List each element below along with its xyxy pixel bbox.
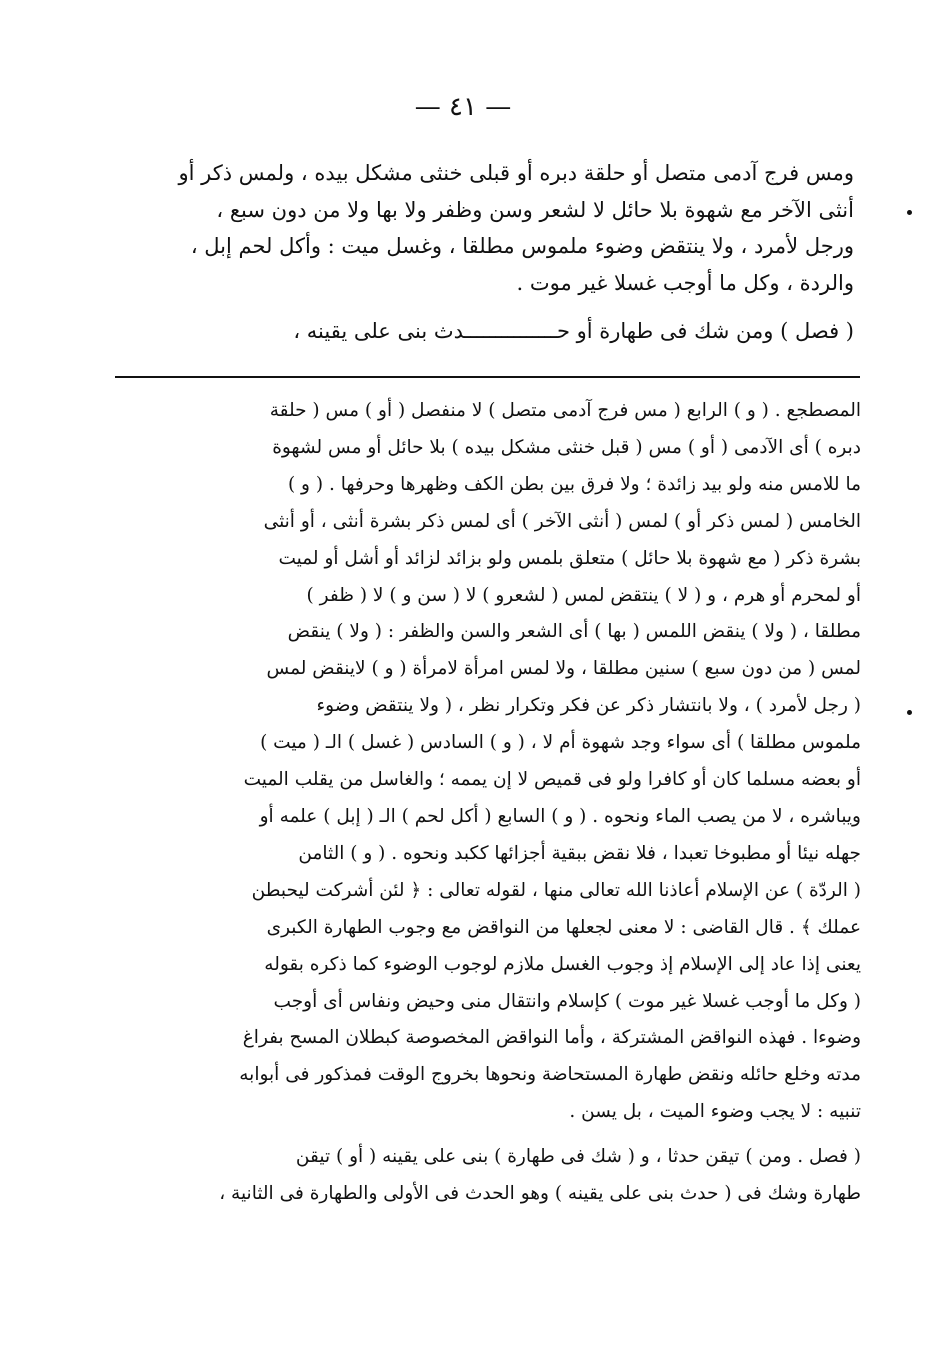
- commentary-line: لمس ( من دون سبع ) سنين مطلقا ، ولا لمس امرأة لامرأة ( و ) لاينقض لمس: [266, 658, 861, 680]
- page-number: — ٤١ —: [414, 92, 512, 122]
- commentary-line: ملموس مطلقا ) أى سواء وجد شهوة أم لا ، ( و ) السادس ( غسل ) الـ ( ميت ): [260, 732, 861, 754]
- commentary-line: المصطجع . ( و ) الرابع ( مس فرج آدمى متصل ) لا منفصل ( أو ) مس ( حلقة: [269, 400, 861, 421]
- commentary-line: مطلقا ، ( ولا ) ينقض اللمس ( بها ) أى الشعر والسن والظفر : ( ولا ) ينقض: [287, 621, 861, 643]
- commentary-section-line: طهارة وشك فى ( حدث بنى على يقينه ) وهو الحدث فى الأولى والطهارة فى الثانية ،: [219, 1183, 861, 1205]
- commentary-line: دبره ) أى الآدمى ( أو ) مس ( قبل خنثى مشكل بيده ) بلا حائل أو مس لشهوة: [272, 436, 861, 458]
- main-text: [118, 155, 854, 350]
- commentary-text: [128, 393, 861, 1213]
- commentary-section-line: ( فصل . ومن ) تيقن حدثا ، و ( شك فى طهارة ) بنى على يقينه ( أو ) تيقن: [295, 1146, 861, 1168]
- commentary-line: ( الردّة ) عن الإسلام أعاذنا الله تعالى منها ، لقوله تعالى : ﴿ لئن أشركت ليحبطن: [251, 879, 861, 901]
- section-divider: [115, 376, 860, 378]
- main-text-section-line: ( فصل ) ومن شك فى طهارة أو حـــــــــــــــدث بنى على يقينه ،: [293, 319, 854, 343]
- commentary-line: يعنى إذا عاد إلى الإسلام إذ وجوب الغسل ملازم لوجوب الوضوء كما ذكره بقوله: [264, 953, 861, 975]
- commentary-line: مدته وخلع حائله ونقض طهارة المستحاضة ونحوها بخروج الوقت فمذكور فى أبوابه: [239, 1064, 861, 1086]
- commentary-line: ويباشره ، لا من يصب الماء ونحوه . ( و ) السابع ( أكل لحم ) الـ ( إبل ) علمه أو: [259, 805, 861, 827]
- commentary-line: أو بعضه مسلما كان أو كافرا ولو فى قميص لا إن يممه ؛ والغاسل من يقلب الميت: [243, 769, 861, 791]
- commentary-line: أو لمحرم أو هرم ، و ( لا ) ينتقض لمس ( لشعرو ) لا ( سن و ) لا ( ظفر ): [306, 584, 861, 606]
- commentary-line: ( رجل لأمرد ) ، ولا بانتشار ذكر عن فكر وتكرار نظر ، ( ولا ينتقض وضوء: [316, 695, 861, 717]
- commentary-line: جهله نيئا أو مطبوخا تعبدا ، فلا نقض ببقية أجزائها ككبد ونحوه . ( و ) الثامن: [298, 842, 861, 864]
- main-text-line: والردة ، وكل ما أوجب غسلا غير موت .: [516, 270, 854, 295]
- commentary-line: وضوءا . فهذه النواقض المشتركة ، وأما النواقض المخصوصة كبطلان المسح بفراغ: [242, 1027, 861, 1049]
- margin-ink-mark: [907, 710, 912, 715]
- main-text-line: ورجل لأمرد ، ولا ينتقض وضوء ملموس مطلقا ، وغسل ميت : وأكل لحم إبل ،: [190, 234, 854, 258]
- commentary-note: تنبيه : لا يجب وضوء الميت ، بل يسن .: [569, 1101, 861, 1123]
- commentary-line: ما للامس منه ولو بيد زائدة ؛ ولا فرق بين بطن الكف وظهرها وحرفها . ( و ): [287, 473, 861, 495]
- main-text-line: ومس فرج آدمى متصل أو حلقة دبره أو قبلى خنثى مشكل بيده ، ولمس ذكر أو: [178, 161, 854, 185]
- commentary-line: الخامس ( لمس ذكر أو ) لمس ( أنثى الآخر ) أى لمس ذكر بشرة أنثى ، أو أنثى: [263, 510, 861, 532]
- margin-ink-mark: [907, 210, 912, 215]
- commentary-line: بشرة ذكر ( مع شهوة بلا حائل ) متعلق بلمس ولو بزائد لزائد أو أشل أو لميت: [278, 547, 861, 569]
- commentary-line: ( وكل ما أوجب غسلا غير موت ) كإسلام وانتقال منى وحيض ونفاس أى أوجب: [273, 990, 861, 1012]
- main-text-line: أنثى الآخر مع شهوة بلا حائل لا لشعر وسن وظفر ولا بها ولا من دون سبع ،: [216, 197, 854, 222]
- commentary-line: عملك ﴾ . قال القاضى : لا معنى لجعلها من النواقض مع وجوب الطهارة الكبرى: [266, 916, 861, 938]
